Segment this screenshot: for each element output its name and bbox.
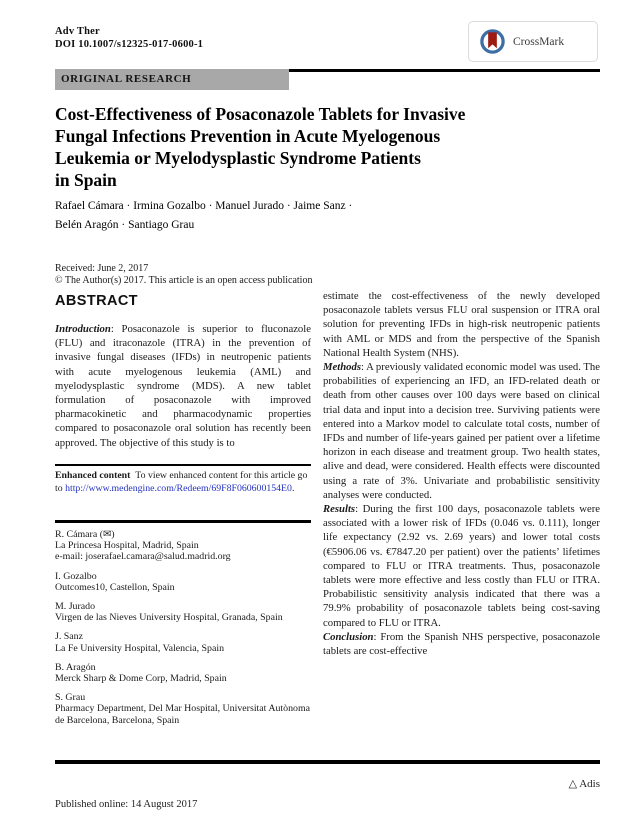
affiliation-entry bbox=[55, 601, 311, 623]
adis-logo bbox=[490, 777, 600, 790]
author-line: Belén Aragón · Santiago Grau bbox=[55, 219, 195, 231]
title-line: Cost-Effectiveness of Posaconazole Tablets for Invasive bbox=[55, 104, 466, 124]
article-history bbox=[55, 263, 575, 286]
title-line: in Spain bbox=[55, 170, 117, 190]
abstract-section-text: : A previously validated economic model was used. The probabilities of experiencing an IFD, an IFD-related death or death from other causes over 100 days were based on clinical trial data and input into a decision tree. Surviving patients were entered into a Markov model to calculate total costs, number of IFDs and number of life-years gained per patient over a lifetime horizon in each disease and treatment group. Two health states, alive and dead, were considered. Health effects were discounted using a rate of 3%. Univariate and probabilistic sensitivity analyses were conducted. bbox=[323, 361, 600, 501]
affiliation-institution: La Fe University Hospital, Valencia, Spain bbox=[55, 642, 225, 654]
footnote-divider-bottom bbox=[55, 520, 311, 523]
author-list bbox=[55, 197, 575, 235]
abstract-section-text: : During the first 100 days, posaconazole tablets were associated with a lower risk of IFDs (0.046 vs. 0.111), longer life expectancy (2.92 vs. 2.69 years) and lower total costs (€5906.06 vs. €7847.20 per patient) over the patients’ lifetimes compared to FLU or ITRA treatments. Thus, posaconazole tablets were more effective and less costly than FLU or ITRA. Probabilistic sensitivity analysis indicated that there was a 79.9% probability of posaconazole tablets being cost-saving compared to FLU or ITRA. bbox=[323, 503, 600, 629]
affiliation-institution: La Princesa Hospital, Madrid, Spain bbox=[55, 540, 199, 552]
footnote-divider-top bbox=[55, 464, 311, 466]
affiliation-entry bbox=[55, 529, 311, 563]
affiliation-entry bbox=[55, 631, 311, 653]
affiliation-institution: Merck Sharp & Dome Corp, Madrid, Spain bbox=[55, 673, 227, 685]
crossmark-icon bbox=[479, 28, 506, 55]
affiliations-block bbox=[55, 529, 311, 734]
page-title bbox=[55, 103, 603, 191]
enhanced-content-link[interactable]: http://www.medengine.com/Redeem/69F8F060600154E0 bbox=[65, 483, 292, 495]
published-online-date: Published online: 14 August 2017 bbox=[55, 799, 198, 810]
abstract-section-text: : From the Spanish NHS perspective, posaconazole tablets are cost-effective bbox=[323, 630, 600, 658]
footer-rule bbox=[55, 760, 600, 764]
enhanced-content-label: Enhanced content bbox=[55, 470, 131, 481]
abstract-introduction-continued: estimate the cost-effectiveness of the newly developed posaconazole tablets versus FLU oral suspension or ITRA oral solution for preventing IFDs in high-risk neutropenic patients with AML or MDS and from the perspective of the Spanish National Health System (NHS). bbox=[323, 290, 600, 359]
affiliation-author: S. Grau bbox=[55, 692, 86, 704]
adis-triangle-icon: △ bbox=[568, 778, 578, 790]
affiliation-author: B. Aragón bbox=[55, 661, 96, 673]
affiliation-entry bbox=[55, 662, 311, 684]
header-rule bbox=[289, 69, 600, 72]
affiliation-entry bbox=[55, 692, 311, 726]
abstract-heading: ABSTRACT bbox=[55, 293, 138, 309]
affiliation-author: M. Jurado bbox=[55, 601, 96, 613]
enhanced-content-note bbox=[55, 469, 311, 495]
abstract-section-label: Results bbox=[323, 503, 356, 516]
abstract-left-column bbox=[55, 293, 311, 450]
abstract-section-label: Conclusion bbox=[323, 630, 374, 643]
doi: DOI 10.1007/s12325-017-0600-1 bbox=[55, 38, 204, 50]
affiliation-email: e-mail: joserafael.camara@salud.madrid.org bbox=[55, 551, 231, 563]
title-line: Fungal Infections Prevention in Acute Myelogenous bbox=[55, 126, 441, 146]
introduction-text: : Posaconazole is superior to fluconazole (FLU) and itraconazole (ITRA) in the prevention of invasive fungal diseases (IFDs) in neutropenic patients with acute myelogenous leukemia (AML) and myelodysplastic syndrome (MDS). A new tablet formulation of posaconazole with improved pharmacokinetic and pharmacodynamic properties compared to posaconazole oral solution has recently been approved. The objective of this study is to bbox=[55, 323, 311, 449]
crossmark-badge[interactable] bbox=[468, 21, 598, 62]
affiliation-entry bbox=[55, 571, 311, 593]
title-line: Leukemia or Myelodysplastic Syndrome Patients bbox=[55, 148, 421, 168]
crossmark-label: CrossMark bbox=[513, 35, 565, 48]
abstract-section bbox=[323, 360, 600, 502]
abstract-right-column bbox=[323, 289, 600, 658]
introduction-label: Introduction bbox=[55, 323, 111, 335]
abstract-introduction bbox=[55, 322, 311, 450]
enhanced-content-text: To view enhanced content for this article go to bbox=[55, 470, 308, 495]
journal-header bbox=[55, 26, 203, 51]
abstract-section-label: Methods bbox=[323, 361, 362, 374]
affiliation-institution: Pharmacy Department, Del Mar Hospital, Universitat Autònoma de Barcelona, Barcelona, Spain bbox=[55, 703, 311, 726]
received-date: Received: June 2, 2017 bbox=[55, 263, 149, 274]
affiliation-author: J. Sanz bbox=[55, 631, 83, 643]
journal-name: Adv Ther bbox=[55, 26, 100, 37]
copyright-line: © The Author(s) 2017. This article is an open access publication bbox=[55, 274, 313, 286]
abstract-section bbox=[323, 630, 600, 658]
abstract-section bbox=[323, 502, 600, 630]
affiliation-author: I. Gozalbo bbox=[55, 570, 97, 582]
affiliation-institution: Outcomes10, Castellon, Spain bbox=[55, 581, 175, 593]
adis-label: Adis bbox=[579, 778, 600, 790]
affiliation-institution: Virgen de las Nieves University Hospital, Granada, Spain bbox=[55, 612, 283, 624]
enhanced-content-period: . bbox=[291, 483, 295, 495]
article-type-banner: ORIGINAL RESEARCH bbox=[55, 69, 289, 90]
affiliation-author: R. Cámara (✉) bbox=[55, 529, 115, 540]
author-line: Rafael Cámara · Irmina Gozalbo · Manuel Jurado · Jaime Sanz · bbox=[55, 200, 353, 212]
